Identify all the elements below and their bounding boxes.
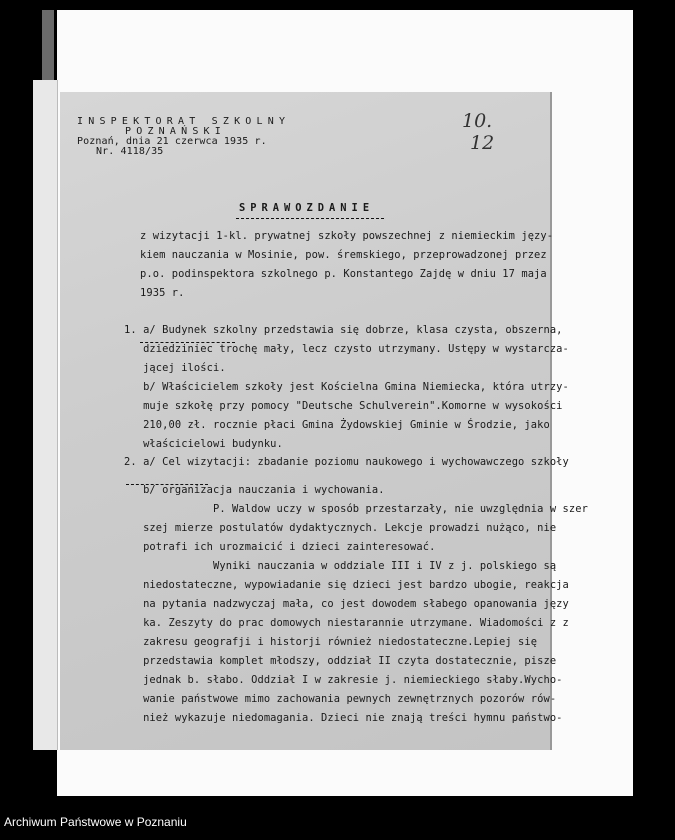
folio-number-upper: 10. xyxy=(462,110,493,132)
title-underline xyxy=(236,218,384,219)
body-line: jącej ilości. xyxy=(124,362,226,374)
header-date: Poznań, dnia 21 czerwca 1935 r. xyxy=(77,136,267,147)
body-line: zakresu geografji i historji również niedostateczne.Lepiej się xyxy=(124,636,538,648)
body-line: Wyniki nauczania w oddziale III i IV z j. polskiego są xyxy=(124,560,557,572)
body-line: muje szkołę przy pomocy "Deutsche Schulverein".Komorne w wysokości xyxy=(124,400,563,412)
document-page xyxy=(60,92,588,750)
header-region: POZNAŃSKI xyxy=(125,126,226,137)
header-number: Nr. 4118/35 xyxy=(96,146,164,157)
intro-line: 1935 r. xyxy=(140,287,185,299)
body-line: dziedziniec trochę mały, lecz czysto utrzymany. Ustępy w wystarcza- xyxy=(124,343,569,355)
body-line: wanie państwowe mimo zachowania pewnych zewnętrznych pozorów rów- xyxy=(124,693,557,705)
body-line: przedstawia komplet młodszy, oddział II czyta dostatecznie, pisze xyxy=(124,655,557,667)
body-line: na pytania nadzwyczaj mała, co jest dowodem słabego opanowania języ xyxy=(124,598,569,610)
body-line: 210,00 zł. rocznie płaci Gmina Żydowskiej Gminie w Środzie, jako xyxy=(124,419,550,431)
body-line: 1. a/ Budynek szkolny przedstawia się dobrze, klasa czysta, obszerna, xyxy=(124,324,563,336)
intro-line: z wizytacji 1-kl. prywatnej szkoły powszechnej z niemieckim języ- xyxy=(140,230,554,242)
body-line: potrafi ich urozmaicić i dzieci zainteresować. xyxy=(124,541,436,553)
intro-line: p.o. podinspektora szkolnego p. Konstantego Zajdę w dniu 17 maja xyxy=(140,268,547,280)
intro-line: kiem nauczania w Mosinie, pow. śremskiego, przeprowadzonej przez xyxy=(140,249,547,261)
page-edge-strip xyxy=(33,80,58,750)
folio-number-lower: 12 xyxy=(470,132,495,154)
body-line: właścicielowi budynku. xyxy=(124,438,283,450)
archive-watermark: Archiwum Państwowe w Poznaniu xyxy=(4,815,187,829)
underline-building xyxy=(140,342,235,343)
header-office: INSPEKTORAT SZKOLNY xyxy=(77,116,291,127)
body-line: nież wykazuje niedomagania. Dzieci nie znają treści hymnu państwo- xyxy=(124,712,563,724)
body-line: ka. Zeszyty do prac domowych niestarannie utrzymane. Wiadomości z z xyxy=(124,617,569,629)
body-line: P. Waldow uczy w sposób przestarzały, nie uwzględnia w szer xyxy=(124,503,588,515)
underline-purpose xyxy=(126,484,208,485)
binding-edge xyxy=(42,10,54,80)
body-line: b/ Właścicielem szkoły jest Kościelna Gmina Niemiecka, która utrzy- xyxy=(124,381,569,393)
document-title: SPRAWOZDANIE xyxy=(239,202,375,214)
body-line: jednak b. słabo. Oddział I w zakresie j. niemieckiego słaby.Wycho- xyxy=(124,674,563,686)
body-line: szej mierze postulatów dydaktycznych. Lekcje prowadzi nużąco, nie xyxy=(124,522,557,534)
body-line: b/ organizacja nauczania i wychowania. xyxy=(124,484,385,496)
body-line: niedostateczne, wypowiadanie się dzieci jest bardzo ubogie, reakcja xyxy=(124,579,569,591)
body-line: 2. a/ Cel wizytacji: zbadanie poziomu naukowego i wychowawczego szkoły xyxy=(124,456,569,468)
